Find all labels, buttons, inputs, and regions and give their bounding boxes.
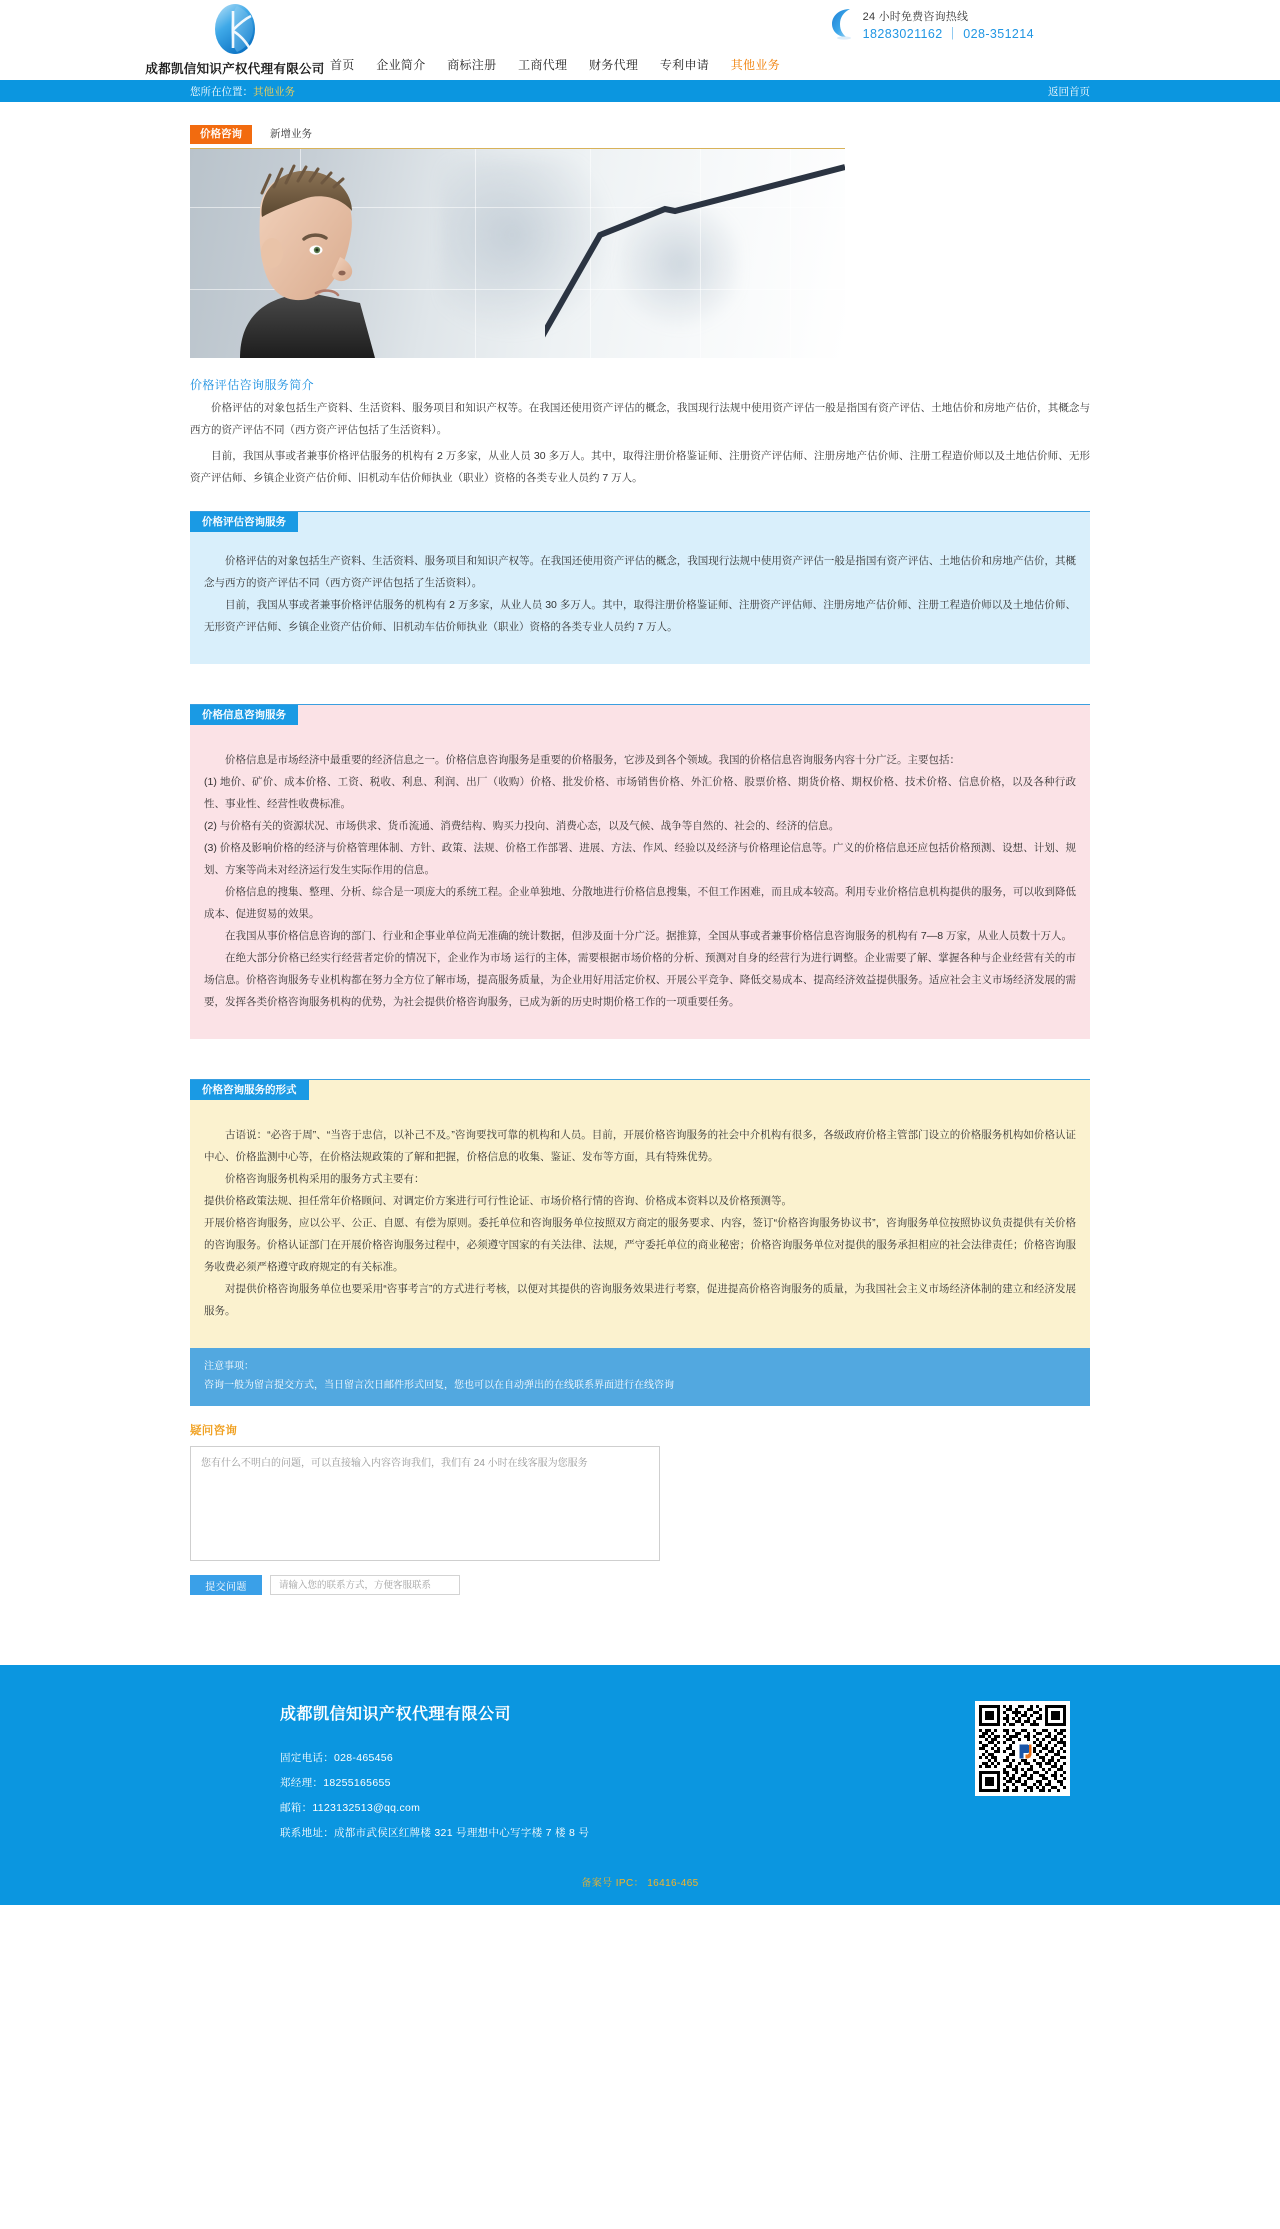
- panel-info-p3: (2) 与价格有关的资源状况、市场供求、货币流通、消费结构、购买力投向、消费心态，以及气候、战争等自然的、社会的、经济的信息。: [204, 820, 840, 832]
- contact-input[interactable]: [270, 1575, 460, 1595]
- panel-info-p5: 价格信息的搜集、整理、分析、综合是一项庞大的系统工程。企业单独地、分散地进行价格信息搜集，不但工作困难，而且成本较高。利用专业价格信息机构提供的服务，可以收到降低成本、促进贸易的效果。: [204, 886, 1076, 920]
- inquiry-form-row: [190, 1575, 1090, 1595]
- breadcrumb: [190, 84, 295, 99]
- site-footer: [0, 1665, 1280, 1905]
- nav-item-0[interactable]: 首页: [330, 58, 355, 72]
- panel-form-p3: 提供价格政策法规、担任常年价格顾问、对调定价方案进行可行性论证、市场价格行情的咨询、价格成本资料以及价格预测等。: [204, 1195, 792, 1207]
- hotline-text: [863, 6, 1034, 43]
- breadcrumb-bar: [0, 80, 1280, 102]
- hero-banner: [190, 148, 845, 358]
- panel-info-p4: (3) 价格及影响价格的经济与价格管理体制、方针、政策、法规、价格工作部署、进展、方法、作风、经验以及经济与价格理论信息等。广义的价格信息还应包括价格预测、设想、计划、规划、方案等尚未对经济运行发生实际作用的信息。: [204, 842, 1076, 876]
- panel-info-p7: 在绝大部分价格已经实行经营者定价的情况下，企业作为市场 运行的主体，需要根据市场价格的分析、预测对自身的经营行为进行调整。企业需要了解、掌握各种与企业经营有关的市场信息。价格咨询服务专业机构都在努力全方位了解市场，提高服务质量，为企业用好用活定价权、开展公平竞争、降低交易成本、提高经济效益提供服务。适应社会主义市场经济发展的需要，发挥各类价格咨询服务机构的优势，为社会提供价格咨询服务，已成为新的历史时期价格工作的一项重要任务。: [204, 952, 1076, 1008]
- nav-item-5[interactable]: 专利申请: [659, 58, 710, 72]
- hero-person-photo: [200, 153, 430, 358]
- hotline-label: 24 小时免费咨询热线: [862, 11, 969, 23]
- intro-title: 价格评估咨询服务简介: [190, 378, 315, 392]
- back-to-home-link[interactable]: 返回首页: [1048, 85, 1090, 98]
- notice-title: 注意事项：: [204, 1361, 254, 1372]
- panel-eval-title: 价格评估咨询服务: [190, 512, 298, 532]
- breadcrumb-prefix: 您所在位置：: [190, 85, 253, 98]
- panel-price-evaluation: [190, 511, 1090, 664]
- tab-price-consulting[interactable]: 价格咨询: [190, 125, 252, 144]
- section-intro: [190, 376, 1090, 489]
- nav-item-2[interactable]: 商标注册: [447, 58, 497, 72]
- panel-form-body: [190, 1100, 1090, 1348]
- footer-email: 邮箱：1123132513@qq.com: [280, 1802, 421, 1814]
- icp-record-number: 备案号 IPC： 16416-465: [581, 1878, 699, 1889]
- footer-address: 联系地址：成都市武侯区红牌楼 321 号理想中心写字楼 7 楼 8 号: [280, 1827, 590, 1839]
- panel-info-p6: 在我国从事价格信息咨询的部门、行业和企事业单位尚无准确的统计数据，但涉及面十分广泛。据推算，全国从事或者兼事价格信息咨询服务的机构有 7—8 万家，从业人员数十万人。: [225, 930, 1073, 942]
- nav-item-6[interactable]: 其他业务: [730, 58, 780, 72]
- qr-code-image: [975, 1701, 1070, 1796]
- footer-tel: 固定电话：028-465456: [280, 1752, 394, 1764]
- hotline-numbers: 18283021162 ｜ 028-351214: [862, 27, 1034, 41]
- notice-text: 咨询一般为留言提交方式，当日留言次日邮件形式回复，您也可以在自动弹出的在线联系界面进行在线咨询: [204, 1380, 674, 1391]
- hero-trend-line-graphic: [545, 149, 845, 358]
- panel-service-forms: [190, 1079, 1090, 1348]
- panel-info-p1: 价格信息是市场经济中最重要的经济信息之一。价格信息咨询服务是重要的价格服务，它涉及到各个领域。我国的价格信息咨询服务内容十分广泛。主要包括：: [225, 754, 960, 766]
- company-name-logo: 成都凯信知识产权代理有限公司: [145, 62, 325, 76]
- panel-eval-p1: 价格评估的对象包括生产资料、生活资料、服务项目和知识产权等。在我国还使用资产评估的概念，我国现行法规中使用资产评估一般是指国有资产评估、土地估价和房地产估价，其概念与西方的资产评估不同（西方资产评估包括了生活资料）。: [204, 555, 1076, 589]
- phone-icon: [829, 6, 855, 40]
- inquiry-form-title: 疑问咨询: [190, 1425, 238, 1437]
- footer-manager: 郑经理：18255165655: [280, 1777, 391, 1789]
- site-logo[interactable]: [110, 2, 360, 77]
- panel-form-title: 价格咨询服务的形式: [190, 1080, 309, 1100]
- panel-form-p4: 开展价格咨询服务，应以公平、公正、自愿、有偿为原则。委托单位和咨询服务单位按照双方商定的服务要求、内容，签订“价格咨询服务协议书”，咨询服务单位按照协议负责提供有关价格的咨询服务。价格认证部门在开展价格咨询服务过程中，必须遵守国家的有关法律、法规，严守委托单位的商业秘密；价格咨询服务单位对提供的服务承担相应的社会法律责任；价格咨询服务收费必须严格遵守政府规定的有关标准。: [204, 1217, 1076, 1273]
- panel-price-information: [190, 704, 1090, 1039]
- question-textarea[interactable]: [190, 1446, 660, 1561]
- nav-item-1[interactable]: 企业简介: [376, 58, 426, 72]
- footer-contact-lines: [280, 1746, 589, 1846]
- footer-info: [280, 1701, 589, 1846]
- panel-eval-p2: 目前，我国从事或者兼事价格评估服务的机构有 2 万多家，从业人员 30 多万人。其中，取得注册价格鉴证师、注册资产评估师、注册房地产估价师、注册工程造价师以及土地估价师、无形资产评估师、乡镇企业资产估价师、旧机动车估价师执业（职业）资格的各类专业人员约 7 万人。: [204, 599, 1076, 633]
- panel-info-title: 价格信息咨询服务: [190, 705, 298, 725]
- panel-info-body: [190, 725, 1090, 1039]
- nav-item-3[interactable]: 工商代理: [518, 58, 568, 72]
- tab-new-business[interactable]: 新增业务: [270, 128, 312, 140]
- submit-question-button[interactable]: 提交问题: [190, 1575, 262, 1595]
- panel-form-p1: 古语说：“必咨于周”、“当咨于忠信，以补己不及。”咨询要找可靠的机构和人员。目前，开展价格咨询服务的社会中介机构有很多，各级政府价格主管部门设立的价格服务机构如价格认证中心、价格监测中心等，在价格法规政策的了解和把握，价格信息的收集、鉴证、发布等方面，具有特殊优势。: [204, 1129, 1076, 1163]
- inquiry-form: [190, 1422, 1090, 1595]
- main-content: [190, 124, 1090, 1595]
- tab-bar: [190, 124, 1090, 144]
- footer-company-name: 成都凯信知识产权代理有限公司: [280, 1706, 512, 1723]
- site-header: [0, 0, 1280, 80]
- hotline-block: [829, 6, 1034, 43]
- panel-form-p5: 对提供价格咨询服务单位也要采用“咨事考言”的方式进行考核，以便对其提供的咨询服务效果进行考察，促进提高价格咨询服务的质量，为我国社会主义市场经济体制的建立和经济发展服务。: [204, 1283, 1076, 1317]
- notice-bar: [190, 1348, 1090, 1406]
- breadcrumb-current: 其他业务: [253, 85, 295, 98]
- panel-info-p2: (1) 地价、矿价、成本价格、工资、税收、利息、利润、出厂（收购）价格、批发价格、市场销售价格、外汇价格、股票价格、期货价格、期权价格、技术价格、信息价格，以及各种行政性、事业性、经营性收费标准。: [204, 776, 1076, 810]
- intro-paragraph-1: 价格评估的对象包括生产资料、生活资料、服务项目和知识产权等。在我国还使用资产评估的概念，我国现行法规中使用资产评估一般是指国有资产评估、土地估价和房地产估价，其概念与西方的资产评估不同（西方资产评估包括了生活资料）。: [190, 402, 1090, 436]
- intro-paragraph-2: 目前，我国从事或者兼事价格评估服务的机构有 2 万多家，从业人员 30 多万人。其中，取得注册价格鉴证师、注册资产评估师、注册房地产估价师、注册工程造价师以及土地估价师、无形资产评估师、乡镇企业资产估价师、旧机动车估价师执业（职业）资格的各类专业人员约 7 万人。: [190, 450, 1090, 484]
- panel-form-p2: 价格咨询服务机构采用的服务方式主要有：: [225, 1173, 425, 1185]
- panel-eval-body: [190, 532, 1090, 664]
- nav-item-4[interactable]: 财务代理: [588, 58, 639, 72]
- main-navigation: [330, 56, 780, 73]
- logo-k-icon: [207, 2, 263, 58]
